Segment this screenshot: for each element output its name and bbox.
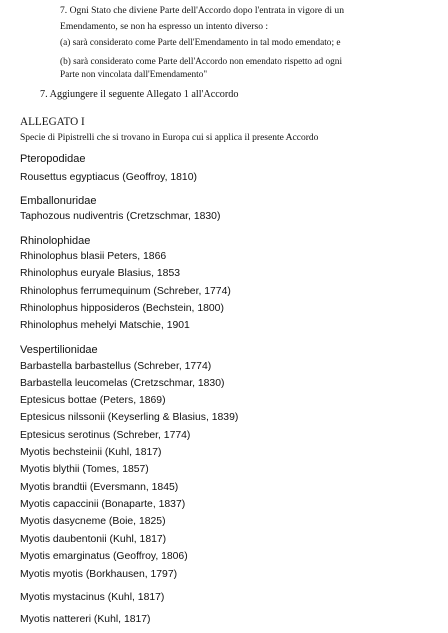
family-heading: Rhinolophidae [20, 235, 91, 247]
species-entry: Rhinolophus hipposideros (Bechstein, 1800) [20, 303, 224, 314]
species-entry: Rhinolophus mehelyi Matschie, 1901 [20, 320, 190, 331]
species-entry: Barbastella leucomelas (Cretzschmar, 1830) [20, 378, 225, 389]
species-entry: Rhinolophus blasii Peters, 1866 [20, 251, 167, 262]
species-entry: Myotis nattereri (Kuhl, 1817) [20, 614, 151, 625]
family-heading: Vespertilionidae [20, 344, 98, 356]
species-entry: Myotis capaccinii (Bonaparte, 1837) [20, 499, 186, 510]
species-entry: Myotis myotis (Borkhausen, 1797) [20, 569, 178, 580]
species-entry: Myotis daubentonii (Kuhl, 1817) [20, 534, 167, 545]
species-entry: Myotis emarginatus (Geoffroy, 1806) [20, 551, 188, 562]
species-entry: Taphozous nudiventris (Cretzschmar, 1830) [20, 211, 221, 222]
paragraph-7-item-b-line-2: Parte non vincolata dall'Emendamento" [60, 70, 208, 80]
species-entry: Rhinolophus euryale Blasius, 1853 [20, 268, 181, 279]
annex-intro: Specie di Pipistrelli che si trovano in Europa cui si applica il presente Accordo [20, 133, 319, 143]
species-entry: Barbastella barbastellus (Schreber, 1774) [20, 361, 212, 372]
species-entry: Eptesicus bottae (Peters, 1869) [20, 395, 166, 406]
species-entry: Myotis brandtii (Eversmann, 1845) [20, 482, 179, 493]
species-entry: Myotis blythii (Tomes, 1857) [20, 464, 149, 475]
species-entry: Myotis dasycneme (Boie, 1825) [20, 516, 166, 527]
species-entry: Rousettus egyptiacus (Geoffroy, 1810) [20, 172, 197, 183]
paragraph-7-line-1: 7. Ogni Stato che diviene Parte dell'Accordo dopo l'entrata in vigore di un [60, 5, 344, 16]
annex-title: ALLEGATO I [20, 116, 85, 128]
species-entry: Eptesicus serotinus (Schreber, 1774) [20, 430, 191, 441]
amendment-7-heading: 7. Aggiungere il seguente Allegato 1 all'Accordo [40, 89, 239, 100]
species-entry: Rhinolophus ferrumequinum (Schreber, 1774) [20, 286, 231, 297]
species-entry: Eptesicus nilssonii (Keyserling & Blasius, 1839) [20, 412, 239, 423]
family-heading: Emballonuridae [20, 195, 97, 207]
family-heading: Pteropodidae [20, 153, 86, 165]
paragraph-7-line-2: Emendamento, se non ha espresso un intento diverso : [60, 21, 269, 32]
paragraph-7-item-a: (a) sarà considerato come Parte dell'Emendamento in tal modo emendato; e [60, 38, 341, 48]
species-entry: Myotis mystacinus (Kuhl, 1817) [20, 592, 165, 603]
species-entry: Myotis bechsteinii (Kuhl, 1817) [20, 447, 162, 458]
paragraph-7-item-b-line-1: (b) sarà considerato come Parte dell'Accordo non emendato rispetto ad ogni [60, 57, 343, 67]
